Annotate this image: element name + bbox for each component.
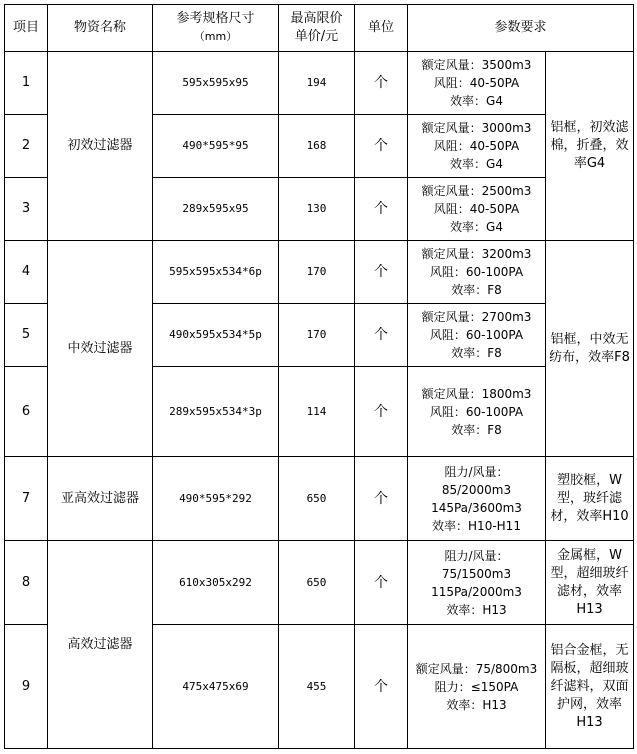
param-line: 风阻：60-100PA [429,404,524,419]
row-size: 490*595*292 [153,457,279,541]
header-price-line1: 最高限价 [290,11,343,26]
row-index: 7 [5,457,48,541]
row-price: 650 [279,541,355,625]
remark-hepa-8: 金属框，W型，超细玻纤滤材，效率H13 [546,541,634,625]
header-price [279,5,355,52]
param-line: 额定风量：3000m3 [421,121,532,135]
row-params [408,625,546,749]
row-params [408,178,546,241]
param-line: 风阻：40-50PA [433,202,520,216]
param-line: 阻力/风量： [444,548,509,563]
material-name-subhepa: 亚高效过滤器 [48,457,153,541]
header-size-title: 参考规格尺寸 [176,11,255,26]
param-line: 额定风量：1800m3 [421,386,532,401]
row-index: 4 [5,241,48,304]
param-line: 效率：G4 [450,94,503,108]
header-size [153,5,279,52]
param-line: 85/2000m3 [441,482,512,497]
material-name-primary: 初效过滤器 [48,52,153,241]
row-price: 168 [279,115,355,178]
param-line: 效率：H13 [446,697,507,712]
row-size: 289x595x534*3p [153,367,279,457]
param-line: 阻力/风量： [444,464,509,479]
param-line: 115Pa/2000m3 [431,584,522,599]
remark-medium: 铝框，中效无纺布，效率F8 [546,241,634,457]
material-name-medium: 中效过滤器 [48,241,153,457]
row-index: 3 [5,178,48,241]
row-price: 170 [279,241,355,304]
row-size: 610x305x292 [153,541,279,625]
param-line: 额定风量：3200m3 [421,247,532,261]
row-size: 475x475x69 [153,625,279,749]
row-params [408,115,546,178]
row-price: 114 [279,367,355,457]
param-line: 风阻：60-100PA [429,328,524,342]
row-unit: 个 [355,178,408,241]
table-row [5,457,634,541]
row-params [408,304,546,367]
row-price: 130 [279,178,355,241]
header-price-line2: 单价/元 [294,29,339,44]
row-params [408,541,546,625]
header-name: 物资名称 [48,5,153,52]
row-price: 650 [279,457,355,541]
row-params [408,241,546,304]
row-unit: 个 [355,52,408,115]
header-item: 项目 [5,5,48,52]
row-index: 2 [5,115,48,178]
param-line: 效率：F8 [451,346,502,360]
param-line: 风阻：60-100PA [429,265,524,279]
row-index: 5 [5,304,48,367]
row-params [408,457,546,541]
param-line: 效率：H10-H11 [432,518,521,533]
param-line: 145Pa/3600m3 [431,500,522,515]
row-unit: 个 [355,541,408,625]
row-unit: 个 [355,367,408,457]
table-row [5,541,634,625]
param-line: 风阻：40-50PA [433,76,520,90]
row-unit: 个 [355,625,408,749]
param-line: 额定风量：75/800m3 [415,661,538,676]
row-size: 490x595x534*5p [153,304,279,367]
row-unit: 个 [355,304,408,367]
param-line: 额定风量：2500m3 [421,184,532,198]
row-size: 490*595*95 [153,115,279,178]
material-name-hepa: 高效过滤器 [48,541,153,749]
row-price: 194 [279,52,355,115]
param-line: 效率：F8 [451,422,502,437]
param-line: 阻力：≤150PA [434,679,519,694]
row-index: 6 [5,367,48,457]
row-unit: 个 [355,457,408,541]
row-params [408,367,546,457]
header-size-unit: （mm） [193,30,238,43]
table-row [5,241,634,304]
row-params [408,52,546,115]
param-line: 效率：H13 [446,602,507,617]
row-index: 1 [5,52,48,115]
row-price: 455 [279,625,355,749]
param-line: 额定风量：3500m3 [421,58,532,72]
remark-subhepa: 塑胶框，W型，玻纤滤材，效率H10 [546,457,634,541]
remark-hepa-9: 铝合金框，无隔板，超细玻纤滤料，双面护网，效率H13 [546,625,634,749]
row-index: 8 [5,541,48,625]
filter-spec-table [4,4,634,749]
row-unit: 个 [355,241,408,304]
row-price: 170 [279,304,355,367]
param-line: 75/1500m3 [441,566,512,581]
row-size: 595x595x95 [153,52,279,115]
param-line: 效率：G4 [450,157,503,171]
table-row [5,52,634,115]
header-unit: 单位 [355,5,408,52]
param-line: 风阻：40-50PA [433,139,520,153]
param-line: 额定风量：2700m3 [421,310,532,324]
param-line: 效率：G4 [450,220,503,234]
header-row [5,5,634,52]
row-size: 289x595x95 [153,178,279,241]
row-size: 595x595x534*6p [153,241,279,304]
row-index: 9 [5,625,48,749]
header-params: 参数要求 [408,5,634,52]
row-unit: 个 [355,115,408,178]
remark-primary: 铝框，初效滤棉，折叠，效率G4 [546,52,634,241]
param-line: 效率：F8 [451,283,502,297]
